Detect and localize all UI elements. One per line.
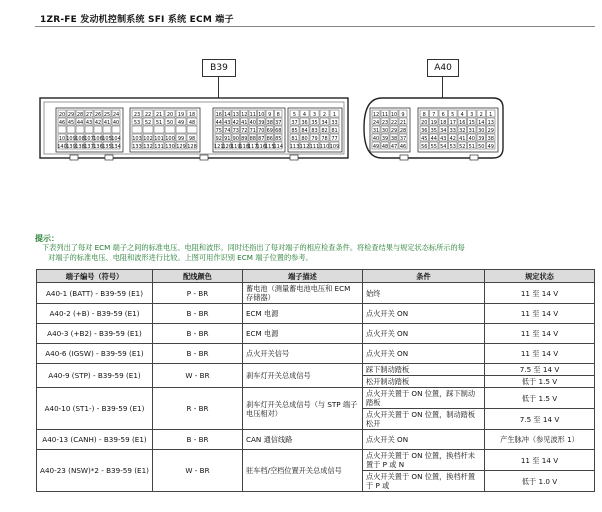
pin-number: 43 <box>440 135 447 142</box>
pin-number: 51 <box>468 143 475 150</box>
spec-cell: 11 至 14 V <box>485 283 595 304</box>
b39-g2-pin <box>132 126 142 133</box>
pin-number: 43 <box>85 119 93 126</box>
pin-number: 25 <box>103 111 111 118</box>
condition-cell: 点火开关置于 ON 位置，换档杆未置于 P 或 N <box>363 450 485 471</box>
pin-number: 39 <box>258 119 265 126</box>
pin-number: 11 <box>381 111 389 118</box>
wire-color-cell: B - BR <box>153 324 243 344</box>
pin-number: 10 <box>258 111 265 118</box>
note-label: 提示： <box>35 234 59 243</box>
pin-number: 41 <box>459 135 466 142</box>
pin-number: 29 <box>67 111 75 118</box>
pin-number: 110 <box>319 143 330 150</box>
pin-number: 38 <box>266 119 273 126</box>
description-cell: 刹车灯开关总成信号 <box>243 364 363 388</box>
pin-number: 109 <box>329 143 340 150</box>
spec-cell: 11 至 14 V <box>485 324 595 344</box>
pin-number: 140 <box>57 143 67 150</box>
condition-cell: 点火开关置于 ON 位置，换档杆置于 P 或 <box>363 471 485 492</box>
description-cell: ECM 电源 <box>243 304 363 324</box>
pin-number: 49 <box>487 143 494 150</box>
pin-number: 40 <box>249 119 256 126</box>
pin-number: 49 <box>372 143 380 150</box>
pin-number: 54 <box>440 143 447 150</box>
pin-number: 109 <box>66 135 76 142</box>
pin-number: 2 <box>479 111 483 118</box>
pin-number: 22 <box>144 111 152 118</box>
pin-number: 119 <box>230 143 241 150</box>
pin-number: 100 <box>165 135 175 142</box>
description-cell: 点火开关信号 <box>243 344 363 364</box>
condition-cell: 点火开关 ON <box>363 344 485 364</box>
pin-number: 33 <box>331 119 338 126</box>
pin-number: 44 <box>215 119 222 126</box>
pin-number: 1 <box>489 111 493 118</box>
pin-number: 112 <box>299 143 310 150</box>
pin-number: 87 <box>258 135 265 142</box>
condition-cell: 点火开关置于 ON 位置，制动踏板松开 <box>363 409 485 430</box>
pin-number: 8 <box>276 111 280 118</box>
pin-number: 4 <box>302 111 307 118</box>
b39-g1-pin <box>85 126 93 133</box>
pin-number: 34 <box>321 119 328 126</box>
pin-number: 28 <box>76 111 84 118</box>
pin-number: 13 <box>487 119 494 126</box>
pin-number: 33 <box>449 127 456 134</box>
pin-number: 23 <box>133 111 141 118</box>
table-row <box>37 324 595 344</box>
pin-number: 40 <box>112 119 120 126</box>
col-header-spec: 规定状态 <box>485 270 595 283</box>
pin-number: 50 <box>478 143 485 150</box>
condition-cell: 踩下制动踏板 <box>363 364 485 376</box>
pin-number: 45 <box>67 119 75 126</box>
pin-number: 29 <box>487 127 494 134</box>
page-title: 1ZR-FE 发动机控制系统 SFI 系统 ECM 端子 <box>40 15 234 25</box>
pin-number: 16 <box>215 111 222 118</box>
pin-number: 20 <box>166 111 174 118</box>
b39-g1-pin <box>103 126 111 133</box>
terminal-cell: A40-1 (BATT) - B39-59 (E1) <box>37 283 153 304</box>
col-header-wire: 配线颜色 <box>153 270 243 283</box>
pin-number: 49 <box>177 119 185 126</box>
pin-number: 133 <box>132 143 142 150</box>
pin-number: 50 <box>166 119 174 126</box>
pin-number: 44 <box>76 119 84 126</box>
table-row <box>37 450 595 471</box>
pin-number: 52 <box>144 119 152 126</box>
pin-number: 19 <box>430 119 437 126</box>
pin-number: 113 <box>289 143 300 150</box>
pin-number: 38 <box>487 135 494 142</box>
pin-number: 104 <box>111 135 121 142</box>
connector-b39-latch <box>200 155 208 160</box>
b39-g2-pin <box>187 126 197 133</box>
wire-color-cell: W - BR <box>153 450 243 492</box>
pin-number: 16 <box>459 119 466 126</box>
pin-number: 15 <box>468 119 475 126</box>
terminal-cell: A40-10 (ST1-) - B39-59 (E1) <box>37 388 153 430</box>
pin-number: 56 <box>421 143 428 150</box>
pin-number: 106 <box>93 135 103 142</box>
pin-number: 30 <box>478 127 485 134</box>
pin-number: 105 <box>102 135 112 142</box>
pin-number: 27 <box>85 111 93 118</box>
pin-number: 55 <box>430 143 437 150</box>
wire-color-cell: B - BR <box>153 430 243 450</box>
pin-number: 31 <box>372 127 380 134</box>
pin-number: 121 <box>213 143 224 150</box>
pin-number: 11 <box>249 111 256 118</box>
pin-number: 24 <box>372 119 380 126</box>
pin-number: 82 <box>321 127 328 134</box>
connector-a40-label: A40 <box>427 59 459 77</box>
b39-g1-pin <box>58 126 66 133</box>
b39-g2-pin <box>165 126 175 133</box>
b39-g2-pin <box>143 126 153 133</box>
b39-g1-pin <box>94 126 102 133</box>
pin-number: 35 <box>430 127 437 134</box>
spec-cell: 11 至 14 V <box>485 344 595 364</box>
pin-number: 128 <box>187 143 197 150</box>
connector-a40-latch <box>470 155 478 160</box>
pin-number: 46 <box>399 143 407 150</box>
pin-number: 37 <box>291 119 298 126</box>
pin-number: 4 <box>460 111 464 118</box>
wire-color-cell: R - BR <box>153 388 243 430</box>
connector-diagram <box>0 0 602 232</box>
spec-cell: 11 至 14 V <box>485 304 595 324</box>
pin-number: 81 <box>291 135 298 142</box>
pin-number: 92 <box>215 135 222 142</box>
b39-g2-pin <box>176 126 186 133</box>
pin-number: 9 <box>268 111 272 118</box>
pin-number: 10 <box>58 135 66 142</box>
pin-number: 71 <box>249 127 256 134</box>
pin-number: 5 <box>292 111 297 118</box>
pin-number: 139 <box>66 143 76 150</box>
pin-number: 5 <box>451 111 455 118</box>
pin-number: 37 <box>399 135 407 142</box>
description-cell: ECM 电源 <box>243 324 363 344</box>
condition-cell: 点火开关置于 ON 位置，踩下制动踏板 <box>363 388 485 409</box>
pin-number: 45 <box>421 135 428 142</box>
pin-number: 107 <box>84 135 94 142</box>
pin-number: 12 <box>241 111 248 118</box>
condition-cell: 点火开关 ON <box>363 324 485 344</box>
pin-number: 36 <box>421 127 428 134</box>
spec-cell: 低于 1.5 V <box>485 388 595 409</box>
terminal-cell: A40-2 (+B) - B39-59 (E1) <box>37 304 153 324</box>
pin-number: 85 <box>275 135 282 142</box>
b39-g2-pin <box>154 126 164 133</box>
pin-number: 20 <box>58 111 66 118</box>
pin-number: 83 <box>311 127 318 134</box>
pin-number: 75 <box>215 127 222 134</box>
pin-number: 43 <box>224 119 231 126</box>
pin-number: 13 <box>232 111 239 118</box>
pin-number: 32 <box>459 127 466 134</box>
description-cell: 驻车档/空档位置开关总成信号 <box>243 450 363 492</box>
pin-number: 51 <box>155 119 163 126</box>
condition-cell: 松开制动踏板 <box>363 376 485 388</box>
pin-number: 35 <box>311 119 318 126</box>
pin-number: 78 <box>321 135 328 142</box>
spec-cell: 产生脉冲（参见波形 1） <box>485 430 595 450</box>
condition-cell: 点火开关 ON <box>363 304 485 324</box>
terminal-cell: A40-6 (IGSW) - B39-59 (E1) <box>37 344 153 364</box>
wire-color-cell: P - BR <box>153 283 243 304</box>
b39-g1-pin <box>112 126 120 133</box>
pin-number: 47 <box>390 143 398 150</box>
pin-number: 36 <box>301 119 308 126</box>
pin-number: 137 <box>84 143 94 150</box>
pin-number: 129 <box>176 143 186 150</box>
pin-number: 40 <box>468 135 475 142</box>
terminal-cell: A40-9 (STP) - B39-59 (E1) <box>37 364 153 388</box>
pin-number: 53 <box>133 119 141 126</box>
pin-number: 34 <box>440 127 447 134</box>
pin-number: 26 <box>94 111 102 118</box>
table-header-row <box>37 270 595 283</box>
pin-number: 7 <box>432 111 436 118</box>
pin-number: 20 <box>421 119 428 126</box>
spec-cell: 11 至 14 V <box>485 450 595 471</box>
terminal-cell: A40-3 (+B2) - B39-59 (E1) <box>37 324 153 344</box>
pin-number: 38 <box>390 135 398 142</box>
pin-number: 3 <box>312 111 317 118</box>
description-cell: CAN 通信线路 <box>243 430 363 450</box>
pin-number: 120 <box>222 143 233 150</box>
wire-color-cell: B - BR <box>153 304 243 324</box>
pin-number: 44 <box>430 135 437 142</box>
pin-number: 1 <box>332 111 337 118</box>
pin-number: 19 <box>177 111 185 118</box>
pin-number: 88 <box>249 135 256 142</box>
pin-number: 22 <box>390 119 398 126</box>
pin-number: 136 <box>93 143 103 150</box>
col-header-cond: 条件 <box>363 270 485 283</box>
pin-number: 70 <box>258 127 265 134</box>
condition-cell: 点火开关 ON <box>363 430 485 450</box>
pin-number: 117 <box>247 143 258 150</box>
note-line-1: 下表列出了每对 ECM 端子之间的标准电压、电阻和波形。同时还指出了每对端子的相应检查条件。将检查结果与规定状态标所示的每 <box>42 243 465 252</box>
pin-number: 14 <box>478 119 485 126</box>
pin-number: 72 <box>241 127 248 134</box>
pin-number: 48 <box>188 119 196 126</box>
pin-number: 115 <box>264 143 275 150</box>
pin-number: 86 <box>266 135 273 142</box>
connector-a40-latch <box>400 155 408 160</box>
col-header-desc: 端子描述 <box>243 270 363 283</box>
pin-number: 85 <box>291 127 298 134</box>
pin-number: 12 <box>372 111 380 118</box>
table-row <box>37 388 595 409</box>
b39-g1-pin <box>67 126 75 133</box>
pin-number: 114 <box>273 143 284 150</box>
table-row <box>37 364 595 376</box>
pin-number: 2 <box>322 111 327 118</box>
table-row <box>37 344 595 364</box>
col-header-terminal: 端子编号（符号） <box>37 270 153 283</box>
pin-number: 101 <box>154 135 164 142</box>
pin-number: 134 <box>111 143 121 150</box>
pin-number: 18 <box>188 111 196 118</box>
pin-number: 14 <box>224 111 231 118</box>
pin-number: 118 <box>239 143 250 150</box>
connector-b39-label: B39 <box>202 59 236 77</box>
pin-number: 28 <box>399 127 407 134</box>
pin-number: 48 <box>381 143 389 150</box>
pin-number: 24 <box>112 111 120 118</box>
pin-number: 116 <box>256 143 267 150</box>
table-row <box>37 430 595 450</box>
pin-number: 53 <box>449 143 456 150</box>
table-row <box>37 304 595 324</box>
pin-number: 138 <box>75 143 85 150</box>
pin-number: 40 <box>372 135 380 142</box>
description-cell: 刹车灯开关总成信号（与 STP 端子电压相对） <box>243 388 363 430</box>
terminal-cell: A40-23 (NSW)*2 - B39-59 (E1) <box>37 450 153 492</box>
pin-number: 102 <box>143 135 153 142</box>
pin-number: 46 <box>58 119 66 126</box>
pin-number: 135 <box>102 143 112 150</box>
pin-number: 89 <box>241 135 248 142</box>
pin-number: 8 <box>422 111 426 118</box>
wire-color-cell: B - BR <box>153 344 243 364</box>
pin-number: 131 <box>154 143 164 150</box>
pin-number: 6 <box>441 111 445 118</box>
table-body <box>37 283 595 492</box>
pin-number: 90 <box>232 135 239 142</box>
pin-number: 30 <box>381 127 389 134</box>
pin-number: 68 <box>275 127 282 134</box>
pin-number: 41 <box>103 119 111 126</box>
pin-number: 41 <box>241 119 248 126</box>
pin-number: 18 <box>440 119 447 126</box>
description-cell: 蓄电池（测量蓄电池电压和 ECM 存储器） <box>243 283 363 304</box>
terminal-cell: A40-13 (CANH) - B39-59 (E1) <box>37 430 153 450</box>
pin-number: 52 <box>459 143 466 150</box>
pin-number: 23 <box>381 119 389 126</box>
pin-number: 69 <box>266 127 273 134</box>
note-text <box>42 243 590 262</box>
pin-number: 31 <box>468 127 475 134</box>
pin-number: 37 <box>275 119 282 126</box>
pin-number: 39 <box>381 135 389 142</box>
pin-number: 79 <box>311 135 318 142</box>
pin-number: 98 <box>188 135 196 142</box>
connector-b39-latch <box>70 155 78 160</box>
pin-number: 132 <box>143 143 153 150</box>
pin-number: 29 <box>390 127 398 134</box>
spec-cell: 7.5 至 14 V <box>485 364 595 376</box>
pin-number: 99 <box>177 135 185 142</box>
pin-number: 17 <box>449 119 456 126</box>
pin-number: 80 <box>301 135 308 142</box>
note-line-2: 对端子的标准电压、电阻和波形进行比较。上图可用作识别 ECM 端子位置的参考。 <box>48 252 313 262</box>
pin-number: 81 <box>331 127 338 134</box>
wire-color-cell: W - BR <box>153 364 243 388</box>
terminal-table <box>36 269 595 492</box>
pin-number: 103 <box>132 135 142 142</box>
pin-number: 9 <box>401 111 405 118</box>
spec-cell: 7.5 至 14 V <box>485 409 595 430</box>
pin-number: 108 <box>75 135 85 142</box>
connector-b39-latch <box>105 155 113 160</box>
condition-cell: 始终 <box>363 283 485 304</box>
pin-number: 130 <box>165 143 175 150</box>
connector-b39-latch <box>290 155 298 160</box>
pin-number: 73 <box>232 127 239 134</box>
pin-number: 77 <box>331 135 338 142</box>
pin-number: 84 <box>301 127 308 134</box>
pin-number: 91 <box>224 135 231 142</box>
spec-cell: 低于 1.5 V <box>485 376 595 388</box>
pin-number: 10 <box>390 111 398 118</box>
table-row <box>37 283 595 304</box>
b39-g1-pin <box>76 126 84 133</box>
pin-number: 42 <box>94 119 102 126</box>
pin-number: 3 <box>470 111 474 118</box>
pin-number: 21 <box>155 111 163 118</box>
pin-number: 74 <box>224 127 231 134</box>
pin-number: 21 <box>399 119 407 126</box>
pin-number: 39 <box>478 135 485 142</box>
pin-number: 42 <box>449 135 456 142</box>
pin-number: 111 <box>309 143 320 150</box>
spec-cell: 低于 1.0 V <box>485 471 595 492</box>
pin-number: 42 <box>232 119 239 126</box>
